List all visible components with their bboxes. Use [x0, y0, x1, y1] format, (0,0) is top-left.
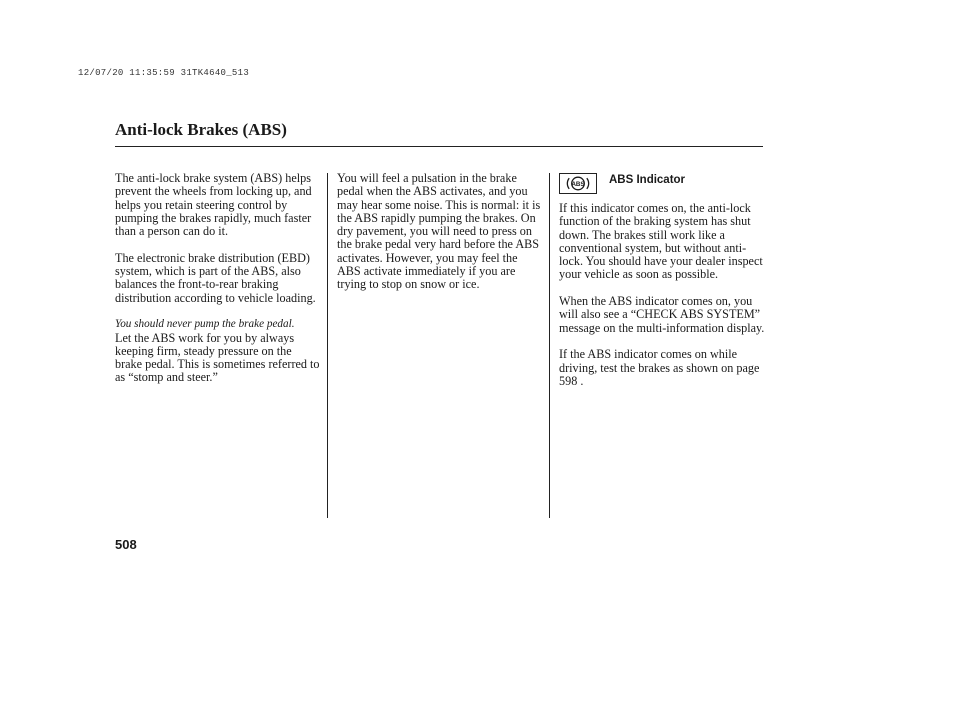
- indicator-on-paragraph: If this indicator comes on, the anti-lock function of the braking system has shut down. The brakes still work like a conventional system, but without anti-lock. You should have your dealer inspect your vehicle as soon as possible.: [559, 201, 763, 282]
- test-brakes-paragraph: If the ABS indicator comes on while driving, test the brakes as shown on page 598 .: [559, 347, 760, 388]
- page-number: 508: [115, 537, 137, 552]
- column-1: [115, 172, 321, 385]
- abs-intro-paragraph: The anti-lock brake system (ABS) helps prevent the wheels from locking up, and helps you retain steering control by pumping the brakes rapidly, much faster than a person can do it.: [115, 171, 312, 239]
- column-divider-1: [327, 173, 328, 518]
- check-abs-paragraph: When the ABS indicator comes on, you will also see a “CHECK ABS SYSTEM” message on the multi-information display.: [559, 294, 765, 335]
- abs-indicator-header: [559, 172, 765, 202]
- abs-icon-text: ABS: [571, 180, 585, 188]
- ebd-paragraph: The electronic brake distribution (EBD) system, which is part of the ABS, also balances the front-to-rear braking distribution according to vehicle loading.: [115, 250, 316, 305]
- abs-indicator-icon: [559, 173, 597, 194]
- title-rule: [115, 146, 763, 147]
- pump-note-italic: You should never pump the brake pedal.: [115, 318, 295, 331]
- abs-indicator-label: ABS Indicator: [609, 174, 686, 186]
- abs-warning-icon: [564, 175, 592, 192]
- pump-note: [115, 318, 321, 384]
- print-timestamp: 12/07/20 11:35:59 31TK4640_513: [78, 68, 250, 78]
- pulsation-paragraph: You will feel a pulsation in the brake pedal when the ABS activates, and you may hear some noise. This is normal: it is the ABS rapidly pumping the brakes. On dry pavement, you will need to press on the brake pedal very hard before the ABS activates. However, you may feel the ABS activate immediately if you are trying to stop on snow or ice.: [337, 171, 541, 292]
- column-2: [337, 172, 543, 305]
- column-3: [559, 172, 765, 401]
- column-divider-2: [549, 173, 550, 518]
- page-title: Anti-lock Brakes (ABS): [115, 120, 287, 139]
- pump-note-text: Let the ABS work for you by always keeping firm, steady pressure on the brake pedal. This is sometimes referred to as “stomp and steer.”: [115, 330, 320, 385]
